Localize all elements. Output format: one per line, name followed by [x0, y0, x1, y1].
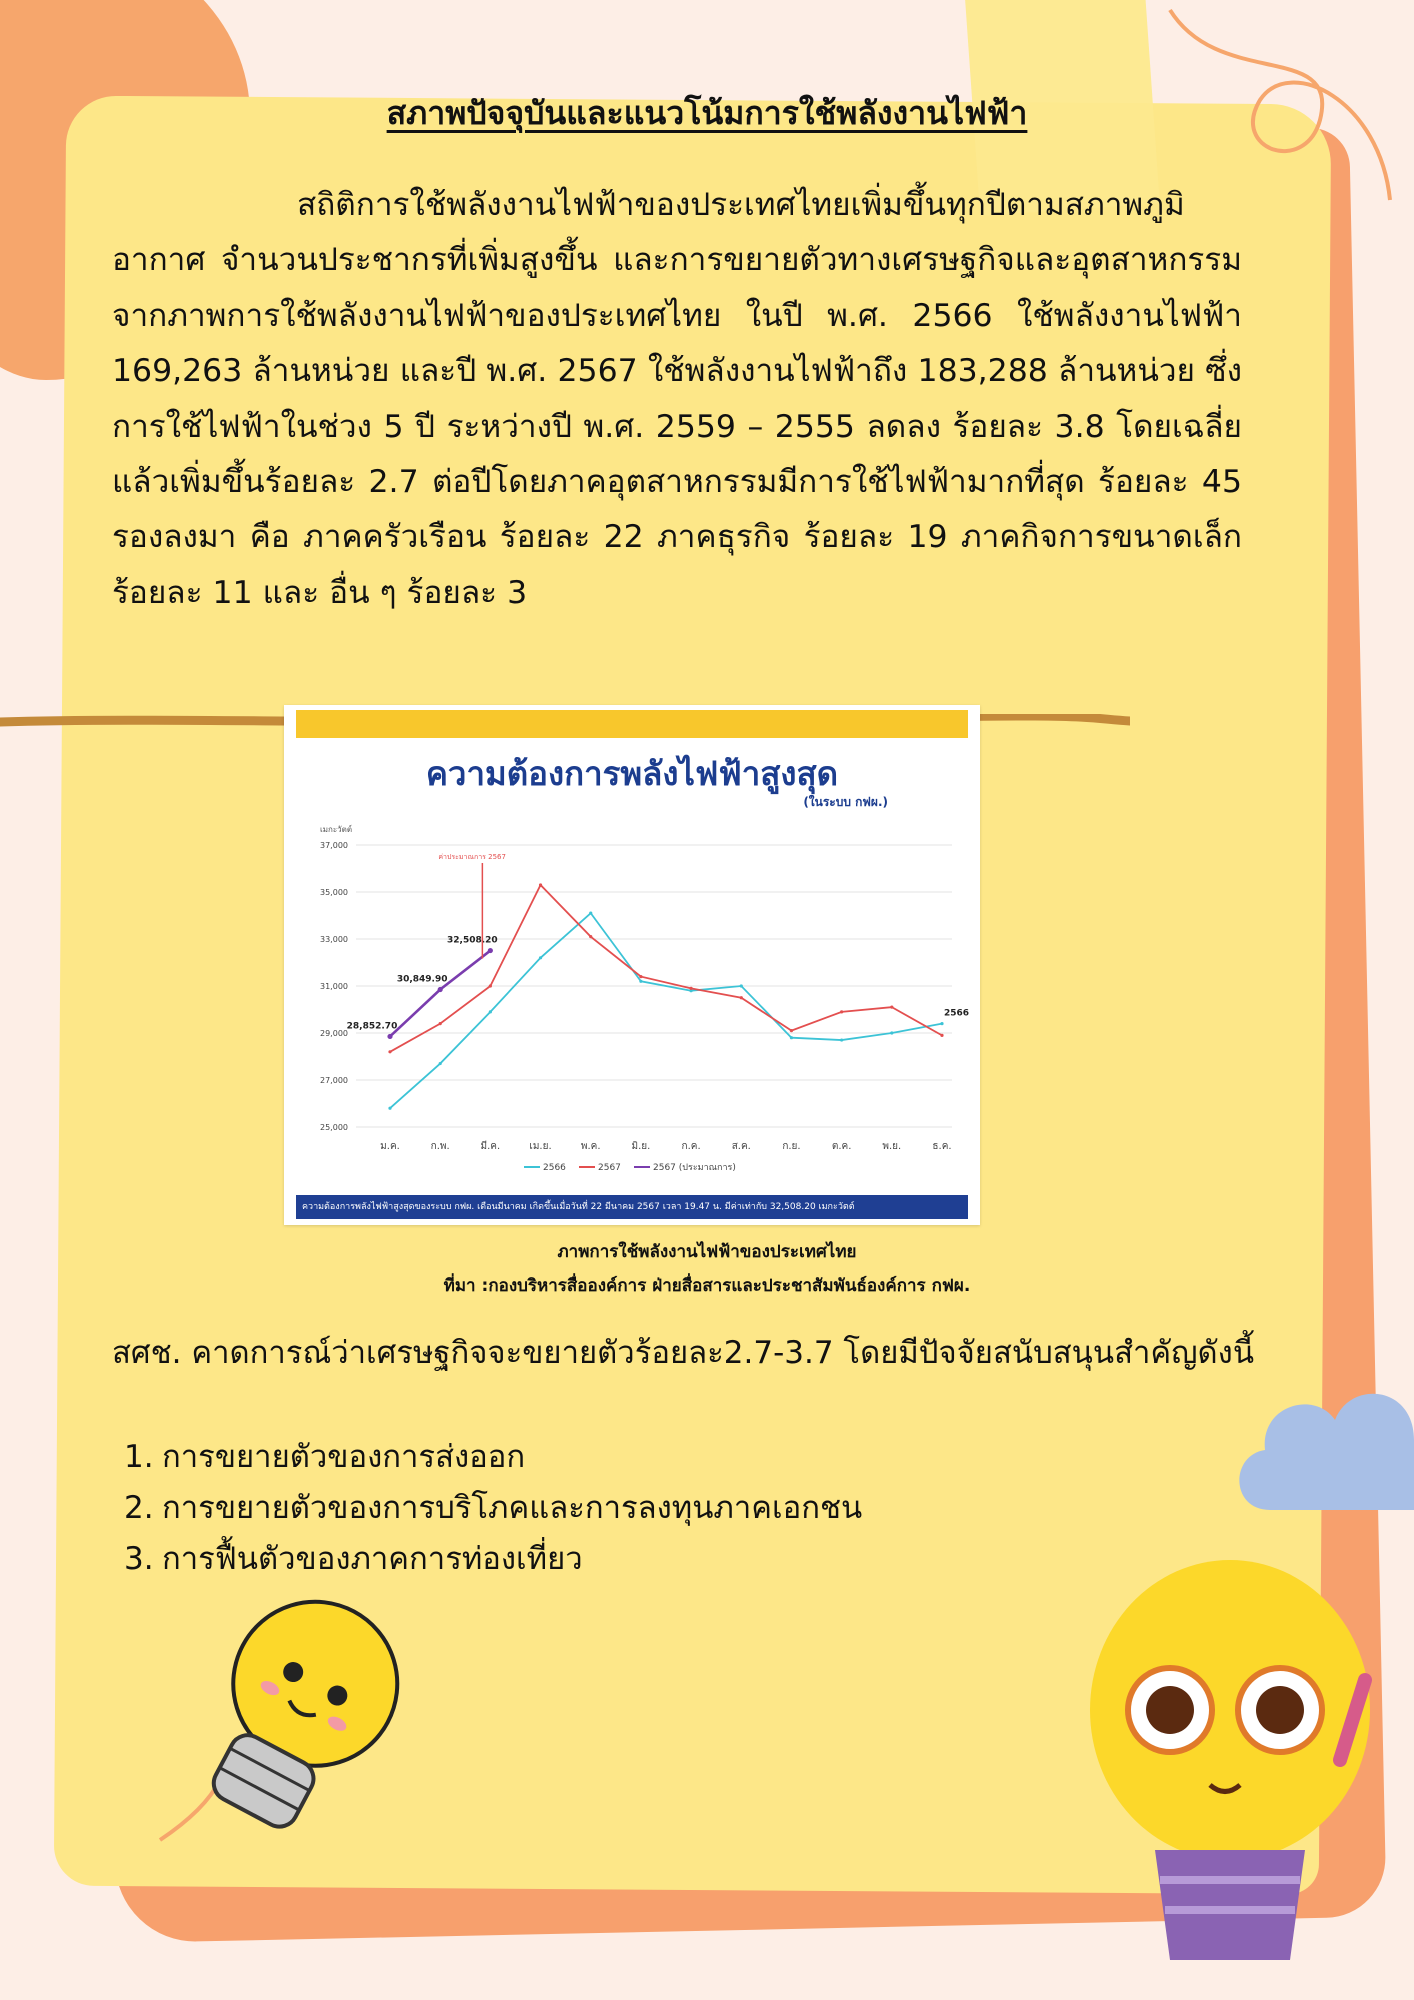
y-tick-label: 35,000 [320, 888, 348, 897]
x-tick-label: ต.ค. [831, 1141, 852, 1152]
data-point [790, 1036, 793, 1039]
chart-figure [284, 705, 980, 1225]
data-point [740, 996, 743, 999]
x-tick-label: มี.ค. [480, 1141, 501, 1152]
factor-list [124, 1432, 862, 1585]
x-tick-label: ก.ค. [681, 1141, 701, 1152]
x-tick-label: ม.ค. [380, 1141, 400, 1152]
lightbulb-icon [150, 1590, 430, 1850]
data-point [539, 883, 542, 886]
data-point [689, 987, 692, 990]
x-tick-label: มิ.ย. [631, 1141, 651, 1152]
legend-entry: 2567 (ประมาณการ) [653, 1163, 736, 1173]
page-title: สภาพปัจจุบันและแนวโน้มการใช้พลังงานไฟฟ้า [386, 94, 1028, 132]
data-point [639, 975, 642, 978]
data-point [840, 1038, 843, 1041]
intro-paragraph: สถิติการใช้พลังงานไฟฟ้าของประเทศไทยเพิ่มขึ้นทุกปีตามสภาพภูมิอากาศ จำนวนประชากรที่เพิ่มสูงขึ้น และการขยายตัวทางเศรษฐกิจและอุตสาหกรรม จากภาพการใช้พลังงานไฟฟ้าของประเทศไทย ในปี พ.ศ. 2566 ใช้พลังงานไฟฟ้า 169,263 ล้านหน่วย และปี พ.ศ. 2567 ใช้พลังงานไฟฟ้าถึง 183,288 ล้านหน่วย ซึ่งการใช้ไฟฟ้าในช่วง 5 ปี ระหว่างปี พ.ศ. 2559 – 2555 ลดลง ร้อยละ 3.8 โดยเฉลี่ยแล้วเพิ่มขึ้นร้อยละ 2.7 ต่อปีโดยภาคอุตสาหกรรมมีการใช้ไฟฟ้ามากที่สุด ร้อยละ 45 รองลงมา คือ ภาคครัวเรือน ร้อยละ 22 ภาคธุรกิจ ร้อยละ 19 ภาคกิจการขนาดเล็ก ร้อยละ 11 และ อื่น ๆ ร้อยละ 3 [112, 187, 1242, 611]
data-point [740, 984, 743, 987]
x-tick-label: ก.พ. [430, 1141, 450, 1152]
series-line-2567 [390, 885, 942, 1052]
legend-entry: 2566 [543, 1163, 566, 1173]
data-label: 2566 [944, 1008, 970, 1019]
outlook-paragraph: สศช. คาดการณ์ว่าเศรษฐกิจจะขยายตัวร้อยละ2.7-3.7 โดยมีปัจจัยสนับสนุนสำคัญดังนี้ [112, 1335, 1255, 1371]
data-point [890, 1006, 893, 1009]
data-point [387, 1034, 392, 1039]
x-tick-label: ส.ค. [731, 1141, 751, 1152]
data-point [589, 912, 592, 915]
y-tick-label: 31,000 [320, 982, 348, 991]
x-tick-label: พ.ย. [882, 1141, 902, 1152]
legend-entry: 2567 [598, 1163, 621, 1173]
y-tick-label: 25,000 [320, 1123, 348, 1132]
cloud-icon [1230, 1360, 1414, 1530]
data-point [539, 956, 542, 959]
data-point [840, 1010, 843, 1013]
data-point [940, 1034, 943, 1037]
data-point [439, 1062, 442, 1065]
list-item: 1. การขยายตัวของการส่งออก [124, 1439, 526, 1475]
data-point [890, 1031, 893, 1034]
chart-title: ความต้องการพลังไฟฟ้าสูงสุด [425, 754, 839, 793]
data-point [488, 948, 493, 953]
data-point [439, 1022, 442, 1025]
list-item: 2. การขยายตัวของการบริโภคและการลงทุนภาคเอกชน [124, 1490, 863, 1526]
data-label: 30,849.90 [396, 974, 448, 985]
line-chart [284, 705, 980, 1195]
data-point [438, 987, 443, 992]
data-point [388, 1050, 391, 1053]
data-point [589, 935, 592, 938]
data-point [940, 1022, 943, 1025]
y-tick-label: 37,000 [320, 841, 348, 850]
data-point [388, 1107, 391, 1110]
lightbulb-mascot-icon [1060, 1560, 1414, 2000]
data-point [790, 1029, 793, 1032]
list-item: 3. การฟื้นตัวของภาคการท่องเที่ยว [124, 1541, 583, 1577]
data-point [639, 980, 642, 983]
y-axis-label: เมกะวัตต์ [320, 825, 353, 834]
chart-footer-note: ความต้องการพลังไฟฟ้าสูงสุดของระบบ กฟผ. เดือนมีนาคม เกิดขึ้นเมื่อวันที่ 22 มีนาคม 2567 เวลา 19.47 น. มีค่าเท่ากับ 32,508.20 เมกะวัตต์ [296, 1195, 968, 1219]
data-point [489, 1010, 492, 1013]
x-tick-label: ก.ย. [782, 1141, 801, 1152]
annotation-label: ค่าประมาณการ 2567 [438, 853, 506, 861]
data-point [489, 984, 492, 987]
data-label: 32,508.20 [447, 935, 498, 946]
x-tick-label: เม.ย. [529, 1141, 552, 1152]
data-label: 28,852.70 [346, 1021, 398, 1032]
chart-subtitle: (ในระบบ กฟผ.) [803, 795, 888, 809]
y-tick-label: 27,000 [320, 1076, 348, 1085]
y-tick-label: 29,000 [320, 1029, 348, 1038]
figure-caption: ภาพการใช้พลังงานไฟฟ้าของประเทศไทย [557, 1242, 857, 1262]
x-tick-label: พ.ค. [580, 1141, 601, 1152]
y-tick-label: 33,000 [320, 935, 348, 944]
figure-source: ที่มา :กองบริหารสื่อองค์การ ฝ่ายสื่อสารและประชาสัมพันธ์องค์การ กฟผ. [443, 1276, 971, 1296]
x-tick-label: ธ.ค. [932, 1141, 952, 1152]
